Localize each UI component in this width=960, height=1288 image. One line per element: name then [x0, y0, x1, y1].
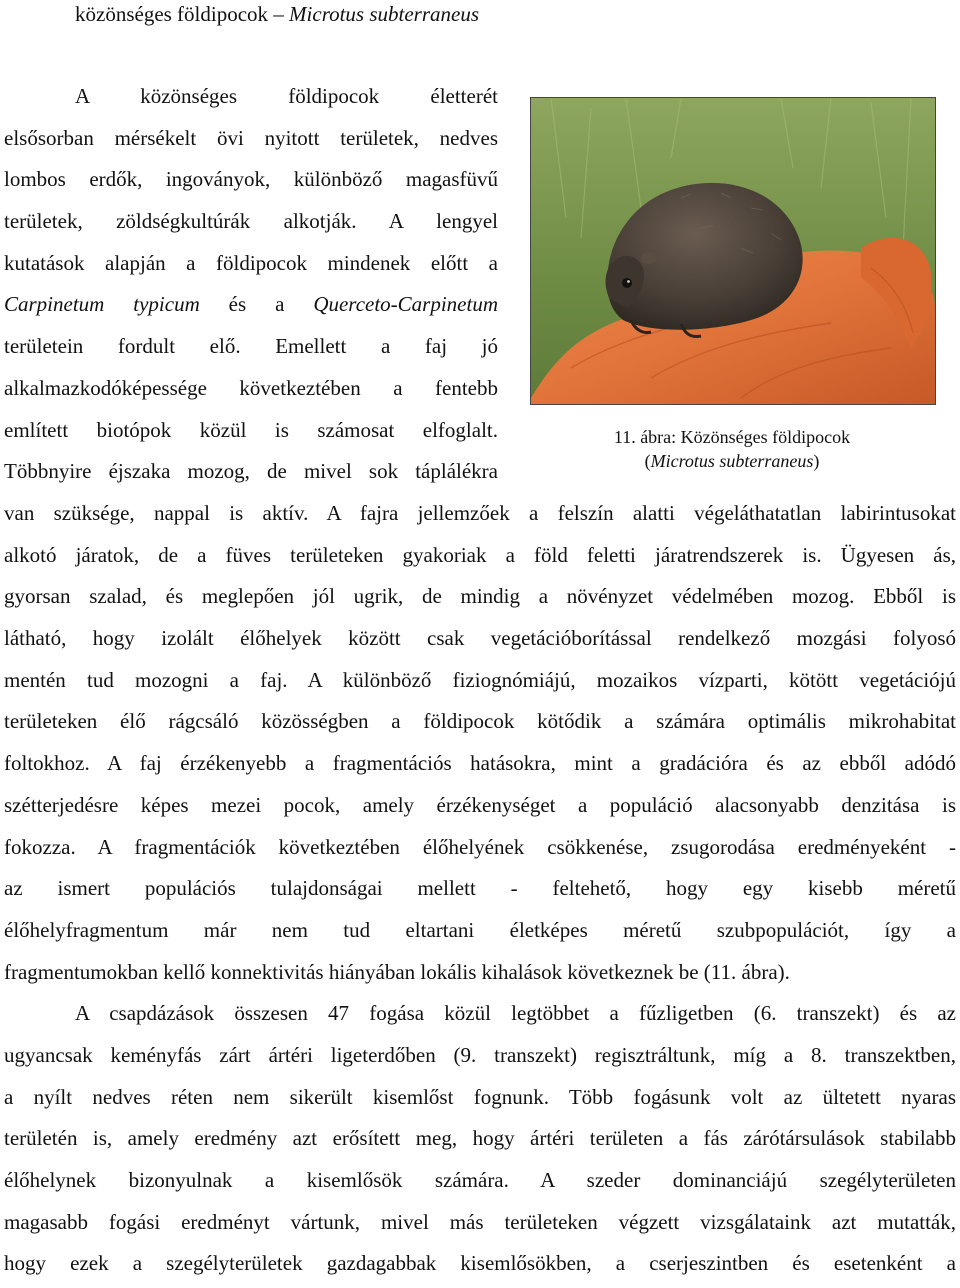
text-line: az ismert populációs tulajdonságai mellett - feltehető, hogy egy kisebb méretű	[4, 876, 956, 901]
latin-term: Querceto-Carpinetum	[313, 292, 498, 317]
text-line: szétterjedésre képes mezei pocok, amely érzékenységet a populáció alacsonyabb denzitása is	[4, 792, 956, 817]
text-line: területek, zöldségkultúrák alkotják. A lengyel	[4, 209, 498, 234]
body-text	[4, 493, 956, 1285]
text-line: területein fordult elő. Emellett a faj jó	[4, 334, 498, 359]
text-line: fokozza. A fragmentációk következtében élőhelyének csökkenése, zsugorodása eredményeként -	[4, 834, 956, 859]
text-line: foltokhoz. A faj érzékenyebb a fragmentációs hatásokra, mint a gradációra és az ebből adódó	[4, 751, 956, 776]
text-line-latin	[4, 284, 498, 326]
text-line: élőhelynek bizonyulnak a kisemlősök számára. A szeder dominanciájú szegélyterületen	[4, 1168, 956, 1192]
text-line: alkotó járatok, de a füves területeken gyakoriak a föld feletti járatrendszerek is. Ügyesen ás,	[4, 542, 956, 567]
text-line: A közönséges földipocok életterét	[75, 84, 498, 108]
text-line: lombos erdők, ingoványok, különböző magasfüvű	[4, 167, 498, 192]
text-line: említett biotópok közül is számosat elfoglalt.	[4, 417, 498, 442]
text-line: mentén tud mozogni a faj. A különböző fiziognómiájú, mozaikos vízparti, kötött vegetációjú	[4, 667, 956, 692]
wrapped-paragraph	[4, 76, 498, 493]
caption-line-1: 11. ábra: Közönséges földipocok	[613, 427, 851, 447]
text-line: magasabb fogási eredményt vártunk, mivel más területeken végzett vizsgálataink azt mutatták,	[4, 1209, 956, 1234]
heading-latin-name: Microtus subterraneus	[289, 2, 480, 26]
caption-line-2	[530, 449, 934, 473]
text-line: alkalmazkodóképessége következtében a fentebb	[4, 375, 498, 400]
heading-dash: –	[268, 2, 290, 26]
text-line: kutatások alapján a földipocok mindenek előtt a	[4, 250, 498, 275]
vole-photo	[530, 97, 936, 405]
page-heading	[75, 0, 479, 28]
paragraph-start-line: A csapdázások összesen 47 fogása közül legtöbbet a fűzligetben (6. transzekt) és az	[75, 1001, 956, 1026]
vole-illustration	[531, 98, 935, 404]
text-line: területeken élő rágcsáló közösségben a földipocok kötődik a számára optimális mikrohabitat	[4, 709, 956, 734]
caption-latin-name: Microtus subterraneus	[650, 451, 814, 471]
text-line: elsősorban mérsékelt övi nyitott területek, nedves	[4, 125, 498, 150]
text-line: Többnyire éjszaka mozog, de mivel sok táplálékra	[4, 459, 498, 484]
text-line: gyorsan szalad, és meglepően jól ugrik, de mindig a növényzet védelmében mozog. Ebből is	[4, 584, 956, 609]
text-line: területén is, amely eredmény azt erősített meg, hogy ártéri területen a fás zárótársulások stabilabb	[4, 1126, 956, 1151]
heading-common-name: közönséges földipocok	[75, 2, 269, 26]
text-line: ugyancsak keményfás zárt ártéri ligeterdőben (9. transzekt) regisztráltunk, míg a 8. transzektben,	[4, 1042, 956, 1067]
text-line: a nyílt nedves réten nem sikerült kisemlőst fognunk. Több fogásunk volt az ültetett nyaras	[4, 1084, 956, 1109]
figure-caption	[530, 425, 934, 473]
text-line: élőhelyfragmentum már nem tud eltartani életképes méretű szubpopulációt, így a	[4, 917, 956, 942]
text-line: látható, hogy izolált élőhelyek között csak vegetációborítással rendelkező mozgási folyosó	[4, 626, 956, 651]
caption-paren: (	[644, 451, 651, 471]
paragraph-end-line: fragmentumokban kellő konnektivitás hiányában lokális kihalások következnek be (11. ábra).	[4, 959, 790, 984]
latin-term: Carpinetum typicum	[4, 292, 200, 317]
caption-paren: )	[813, 451, 820, 471]
text-line: van szüksége, nappal is aktív. A fajra jellemzőek a felszín alatti végeláthatatlan labirintusokat	[4, 501, 956, 525]
connector: és a	[199, 292, 314, 317]
text-line: hogy ezek a szegélyterületek gazdagabbak kisemlősökben, a cserjeszintben és esetenként a	[4, 1251, 956, 1276]
